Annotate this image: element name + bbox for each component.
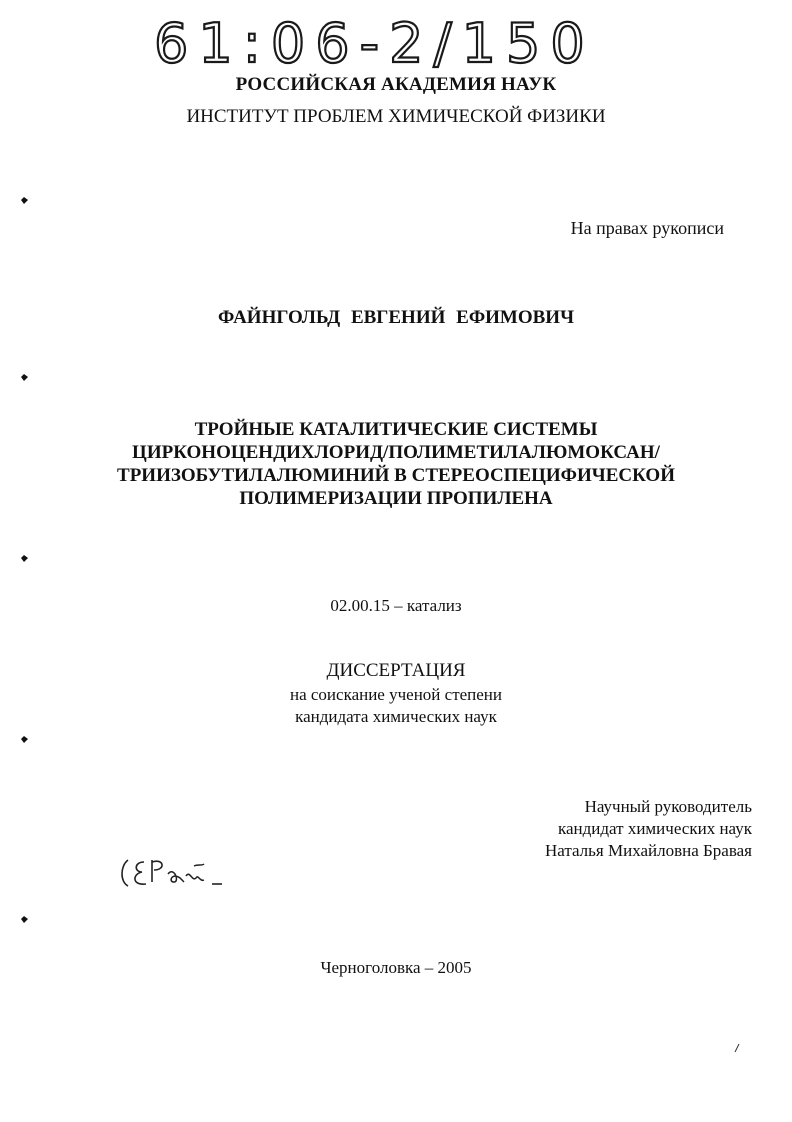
institute-name: ИНСТИТУТ ПРОБЛЕМ ХИМИЧЕСКОЙ ФИЗИКИ xyxy=(186,106,606,127)
margin-mark xyxy=(20,735,29,744)
handwritten-archive-code xyxy=(148,10,668,72)
archive-code-text: 61:06-2/150 xyxy=(154,12,595,72)
degree-name: кандидата химических наук xyxy=(295,707,497,726)
document-type: ДИССЕРТАЦИЯ xyxy=(326,660,466,681)
title-line: ПОЛИМЕРИЗАЦИИ ПРОПИЛЕНА xyxy=(239,488,553,509)
dissertation-title xyxy=(0,418,792,510)
margin-mark xyxy=(20,373,29,382)
supervisor-degree: кандидат химических наук xyxy=(558,819,752,838)
margin-mark xyxy=(20,915,29,924)
margin-mark xyxy=(20,196,29,205)
specialty-code: 02.00.15 – катализ xyxy=(330,596,462,615)
supervisor-role: Научный руководитель xyxy=(584,797,752,816)
title-line: ТРОЙНЫЕ КАТАЛИТИЧЕСКИЕ СИСТЕМЫ xyxy=(194,419,598,440)
supervisor-block xyxy=(545,796,752,862)
title-line: ЦИРКОНОЦЕНДИХЛОРИД/ПОЛИМЕТИЛАЛЮМОКСАН/ xyxy=(132,442,660,463)
author-name: ФАЙНГОЛЬД ЕВГЕНИЙ ЕФИМОВИЧ xyxy=(217,307,575,328)
rights-note: На правах рукописи xyxy=(570,218,724,238)
city-year: Черноголовка – 2005 xyxy=(320,958,472,977)
organization-name: РОССИЙСКАЯ АКАДЕМИЯ НАУК xyxy=(235,74,557,95)
margin-mark xyxy=(20,554,29,563)
scan-speck xyxy=(734,1043,740,1053)
supervisor-name: Наталья Михайловна Бравая xyxy=(544,841,752,860)
title-line: ТРИИЗОБУТИЛАЛЮМИНИЙ В СТЕРЕОСПЕЦИФИЧЕСКОЙ xyxy=(117,465,675,486)
handwritten-signature xyxy=(118,852,228,892)
degree-purpose: на соискание ученой степени xyxy=(289,685,503,704)
